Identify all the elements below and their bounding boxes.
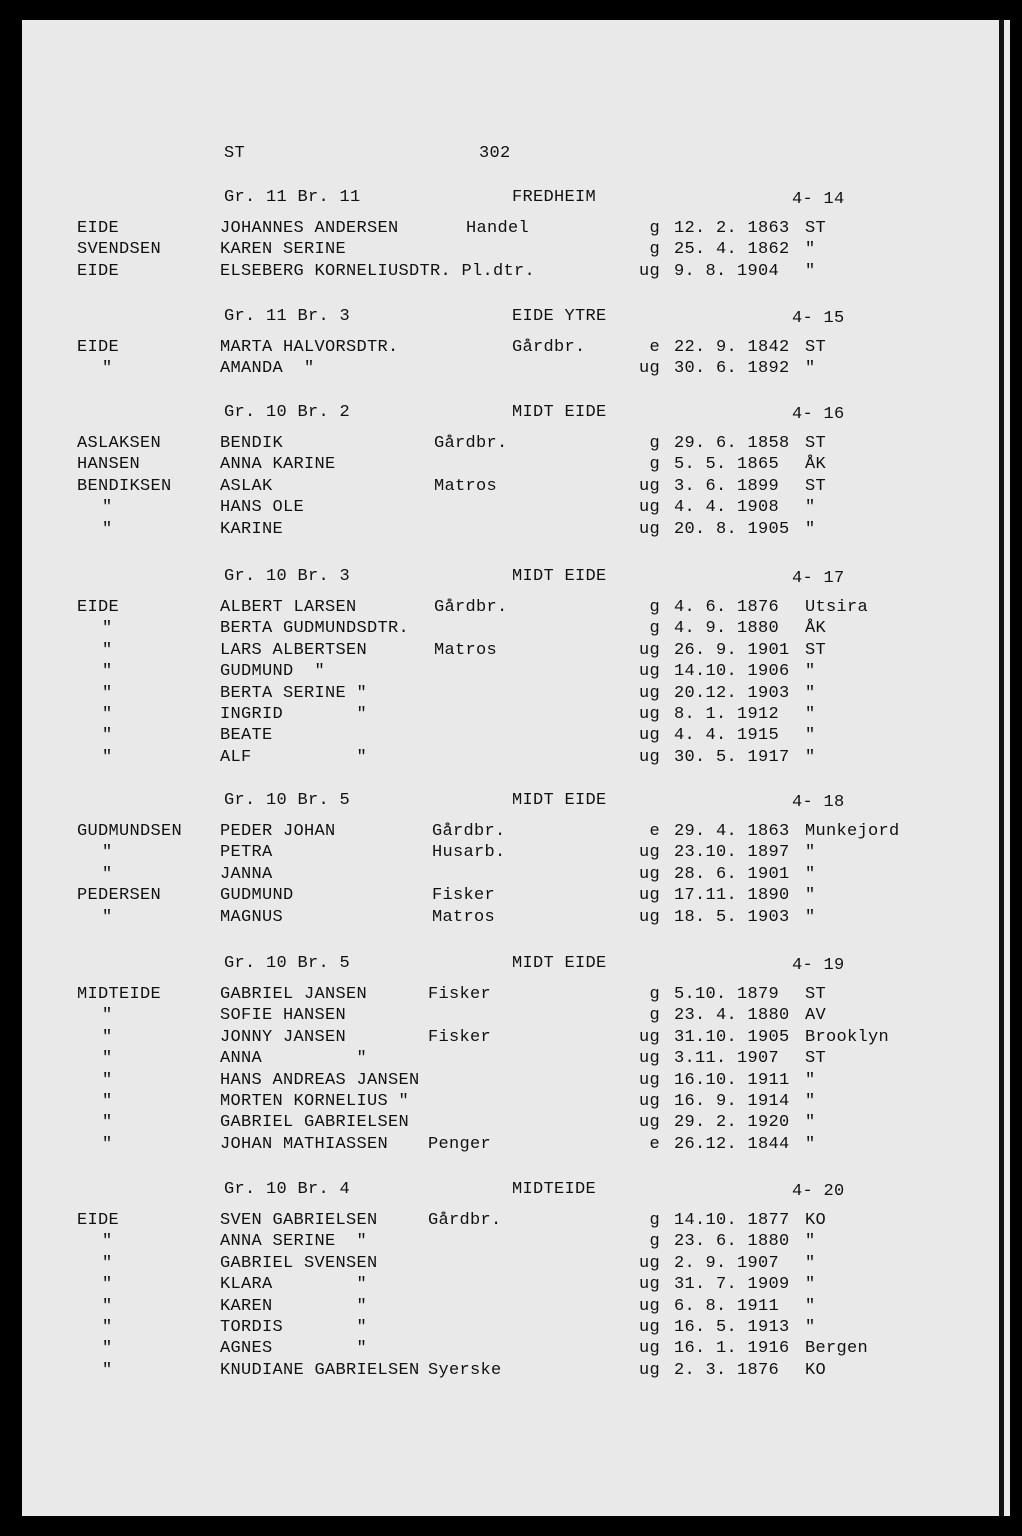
surname: " bbox=[102, 1297, 113, 1316]
birth-place: " bbox=[805, 359, 816, 378]
farm-code: 4- 18 bbox=[792, 793, 845, 812]
person-name: ASLAK bbox=[220, 477, 273, 496]
person-name: MARTA HALVORSDTR. bbox=[220, 338, 399, 357]
birth-date: 16. 9. 1914 bbox=[674, 1092, 790, 1111]
surname: EIDE bbox=[77, 598, 120, 617]
birth-place: Utsira bbox=[805, 598, 869, 617]
birth-place: " bbox=[805, 865, 816, 884]
farm-name: MIDT EIDE bbox=[512, 954, 607, 973]
birth-place: ST bbox=[805, 434, 827, 453]
farm-name: FREDHEIM bbox=[512, 188, 597, 207]
birth-place: ST bbox=[805, 1049, 827, 1068]
farm-name: MIDTEIDE bbox=[512, 1180, 597, 1199]
surname: " bbox=[102, 908, 113, 927]
person-name: BERTA GUDMUNDSDTR. bbox=[220, 619, 410, 638]
status: ug bbox=[638, 1113, 660, 1132]
status: ug bbox=[638, 641, 660, 660]
occupation: Fisker bbox=[428, 1028, 492, 1047]
surname: " bbox=[102, 1254, 113, 1273]
status: ug bbox=[638, 498, 660, 517]
person-name: HANS ANDREAS JANSEN bbox=[220, 1071, 420, 1090]
birth-date: 8. 1. 1912 bbox=[674, 705, 780, 724]
occupation: Gårdbr. bbox=[512, 338, 586, 357]
surname: " bbox=[102, 662, 113, 681]
birth-place: ST bbox=[805, 477, 827, 496]
birth-date: 30. 5. 1917 bbox=[674, 748, 790, 767]
birth-place: " bbox=[805, 1254, 816, 1273]
birth-place: ST bbox=[805, 219, 827, 238]
surname: " bbox=[102, 1318, 113, 1337]
person-name: MAGNUS bbox=[220, 908, 284, 927]
birth-place: " bbox=[805, 662, 816, 681]
farm-code: 4- 15 bbox=[792, 309, 845, 328]
person-name: ANNA SERINE " bbox=[220, 1232, 368, 1251]
status: ug bbox=[638, 748, 660, 767]
surname: MIDTEIDE bbox=[77, 985, 162, 1004]
birth-place: " bbox=[805, 908, 816, 927]
birth-place: " bbox=[805, 520, 816, 539]
status: ug bbox=[638, 1092, 660, 1111]
surname: " bbox=[102, 1135, 113, 1154]
birth-place: " bbox=[805, 1297, 816, 1316]
birth-place: " bbox=[805, 726, 816, 745]
occupation: Husarb. bbox=[432, 843, 506, 862]
surname: " bbox=[102, 1113, 113, 1132]
surname: BENDIKSEN bbox=[77, 477, 172, 496]
farm-name: EIDE YTRE bbox=[512, 307, 607, 326]
birth-place: " bbox=[805, 843, 816, 862]
birth-place: " bbox=[805, 705, 816, 724]
person-name: TORDIS " bbox=[220, 1318, 368, 1337]
surname: " bbox=[102, 1049, 113, 1068]
farm-name: MIDT EIDE bbox=[512, 403, 607, 422]
status: ug bbox=[638, 1028, 660, 1047]
surname: " bbox=[102, 1339, 113, 1358]
birth-place: " bbox=[805, 240, 816, 259]
person-name: JOHAN MATHIASSEN bbox=[220, 1135, 389, 1154]
birth-date: 26.12. 1844 bbox=[674, 1135, 790, 1154]
person-name: HANS OLE bbox=[220, 498, 305, 517]
surname: PEDERSEN bbox=[77, 886, 162, 905]
status: ug bbox=[638, 1071, 660, 1090]
occupation: Handel bbox=[466, 219, 530, 238]
status: ug bbox=[638, 1318, 660, 1337]
status: e bbox=[649, 1135, 660, 1154]
person-name: ALF " bbox=[220, 748, 368, 767]
status: g bbox=[649, 219, 660, 238]
birth-date: 6. 8. 1911 bbox=[674, 1297, 780, 1316]
person-name: GABRIEL JANSEN bbox=[220, 985, 368, 1004]
birth-date: 5.10. 1879 bbox=[674, 985, 780, 1004]
birth-place: " bbox=[805, 748, 816, 767]
birth-place: " bbox=[805, 262, 816, 281]
birth-place: KO bbox=[805, 1211, 827, 1230]
surname: ASLAKSEN bbox=[77, 434, 162, 453]
person-name: GABRIEL SVENSEN bbox=[220, 1254, 378, 1273]
person-name: ANNA KARINE bbox=[220, 455, 336, 474]
birth-date: 17.11. 1890 bbox=[674, 886, 790, 905]
birth-place: " bbox=[805, 1318, 816, 1337]
birth-date: 9. 8. 1904 bbox=[674, 262, 780, 281]
status: ug bbox=[638, 684, 660, 703]
birth-place: ÅK bbox=[805, 455, 827, 474]
birth-date: 28. 6. 1901 bbox=[674, 865, 790, 884]
person-name: KLARA " bbox=[220, 1275, 368, 1294]
status: ug bbox=[638, 1049, 660, 1068]
surname: " bbox=[102, 520, 113, 539]
person-name: SVEN GABRIELSEN bbox=[220, 1211, 378, 1230]
birth-date: 20. 8. 1905 bbox=[674, 520, 790, 539]
occupation: Gårdbr. bbox=[432, 822, 506, 841]
birth-place: " bbox=[805, 1275, 816, 1294]
person-name: ALBERT LARSEN bbox=[220, 598, 357, 617]
header-left: ST bbox=[224, 144, 246, 163]
surname: " bbox=[102, 726, 113, 745]
surname: EIDE bbox=[77, 262, 120, 281]
birth-place: " bbox=[805, 1232, 816, 1251]
birth-date: 31. 7. 1909 bbox=[674, 1275, 790, 1294]
birth-place: AV bbox=[805, 1006, 827, 1025]
occupation: Penger bbox=[428, 1135, 492, 1154]
farm-code: 4- 19 bbox=[792, 956, 845, 975]
surname: EIDE bbox=[77, 219, 120, 238]
birth-date: 4. 4. 1908 bbox=[674, 498, 780, 517]
birth-place: " bbox=[805, 886, 816, 905]
birth-place: KO bbox=[805, 1361, 827, 1380]
birth-place: Munkejord bbox=[805, 822, 900, 841]
birth-date: 26. 9. 1901 bbox=[674, 641, 790, 660]
status: ug bbox=[638, 1254, 660, 1273]
surname: " bbox=[102, 748, 113, 767]
surname: " bbox=[102, 1028, 113, 1047]
surname: EIDE bbox=[77, 338, 120, 357]
farm-code: 4- 17 bbox=[792, 569, 845, 588]
birth-date: 14.10. 1877 bbox=[674, 1211, 790, 1230]
person-name: AMANDA " bbox=[220, 359, 315, 378]
birth-date: 3.11. 1907 bbox=[674, 1049, 780, 1068]
birth-date: 3. 6. 1899 bbox=[674, 477, 780, 496]
birth-date: 23. 4. 1880 bbox=[674, 1006, 790, 1025]
birth-date: 29. 6. 1858 bbox=[674, 434, 790, 453]
status: ug bbox=[638, 1361, 660, 1380]
person-name: AGNES " bbox=[220, 1339, 368, 1358]
birth-place: ST bbox=[805, 985, 827, 1004]
status: ug bbox=[638, 477, 660, 496]
birth-place: " bbox=[805, 1092, 816, 1111]
surname: " bbox=[102, 684, 113, 703]
birth-place: Brooklyn bbox=[805, 1028, 890, 1047]
status: ug bbox=[638, 726, 660, 745]
person-name: PEDER JOHAN bbox=[220, 822, 336, 841]
person-name: BENDIK bbox=[220, 434, 284, 453]
status: ug bbox=[638, 865, 660, 884]
group-label: Gr. 10 Br. 2 bbox=[224, 403, 351, 422]
occupation: Gårdbr. bbox=[434, 434, 508, 453]
person-name: JONNY JANSEN bbox=[220, 1028, 347, 1047]
page-number: 302 bbox=[479, 144, 511, 163]
birth-date: 4. 6. 1876 bbox=[674, 598, 780, 617]
group-label: Gr. 11 Br. 3 bbox=[224, 307, 351, 326]
document-page bbox=[22, 20, 1010, 1516]
birth-date: 2. 3. 1876 bbox=[674, 1361, 780, 1380]
surname: " bbox=[102, 1361, 113, 1380]
status: e bbox=[649, 338, 660, 357]
person-name: KNUDIANE GABRIELSEN bbox=[220, 1361, 420, 1380]
status: g bbox=[649, 434, 660, 453]
birth-date: 31.10. 1905 bbox=[674, 1028, 790, 1047]
birth-date: 4. 9. 1880 bbox=[674, 619, 780, 638]
status: ug bbox=[638, 262, 660, 281]
status: g bbox=[649, 985, 660, 1004]
surname: " bbox=[102, 498, 113, 517]
occupation: Syerske bbox=[428, 1361, 502, 1380]
birth-place: ÅK bbox=[805, 619, 827, 638]
birth-place: " bbox=[805, 1135, 816, 1154]
person-name: MORTEN KORNELIUS " bbox=[220, 1092, 410, 1111]
surname: SVENDSEN bbox=[77, 240, 162, 259]
status: ug bbox=[638, 886, 660, 905]
birth-date: 29. 4. 1863 bbox=[674, 822, 790, 841]
birth-date: 12. 2. 1863 bbox=[674, 219, 790, 238]
group-label: Gr. 10 Br. 5 bbox=[224, 954, 351, 973]
birth-date: 23.10. 1897 bbox=[674, 843, 790, 862]
occupation: Matros bbox=[432, 908, 496, 927]
person-name: ELSEBERG KORNELIUSDTR. Pl.dtr. bbox=[220, 262, 536, 281]
farm-code: 4- 14 bbox=[792, 190, 845, 209]
person-name: KAREN " bbox=[220, 1297, 368, 1316]
birth-date: 5. 5. 1865 bbox=[674, 455, 780, 474]
person-name: KARINE bbox=[220, 520, 284, 539]
group-label: Gr. 10 Br. 3 bbox=[224, 567, 351, 586]
person-name: GUDMUND bbox=[220, 886, 294, 905]
person-name: GABRIEL GABRIELSEN bbox=[220, 1113, 410, 1132]
birth-date: 20.12. 1903 bbox=[674, 684, 790, 703]
status: g bbox=[649, 455, 660, 474]
status: g bbox=[649, 1232, 660, 1251]
surname: " bbox=[102, 641, 113, 660]
surname: " bbox=[102, 705, 113, 724]
birth-date: 2. 9. 1907 bbox=[674, 1254, 780, 1273]
farm-name: MIDT EIDE bbox=[512, 567, 607, 586]
group-label: Gr. 11 Br. 11 bbox=[224, 188, 361, 207]
person-name: PETRA bbox=[220, 843, 273, 862]
surname: " bbox=[102, 1275, 113, 1294]
surname: " bbox=[102, 1006, 113, 1025]
status: g bbox=[649, 619, 660, 638]
birth-date: 25. 4. 1862 bbox=[674, 240, 790, 259]
occupation: Fisker bbox=[428, 985, 492, 1004]
birth-place: Bergen bbox=[805, 1339, 869, 1358]
status: ug bbox=[638, 662, 660, 681]
status: ug bbox=[638, 843, 660, 862]
status: g bbox=[649, 1006, 660, 1025]
status: ug bbox=[638, 1339, 660, 1358]
surname: " bbox=[102, 843, 113, 862]
binding-edge bbox=[999, 20, 1004, 1516]
farm-code: 4- 16 bbox=[792, 405, 845, 424]
birth-date: 30. 6. 1892 bbox=[674, 359, 790, 378]
farm-name: MIDT EIDE bbox=[512, 791, 607, 810]
birth-date: 16. 5. 1913 bbox=[674, 1318, 790, 1337]
person-name: ANNA " bbox=[220, 1049, 368, 1068]
person-name: JANNA bbox=[220, 865, 273, 884]
status: ug bbox=[638, 1297, 660, 1316]
person-name: SOFIE HANSEN bbox=[220, 1006, 347, 1025]
birth-place: ST bbox=[805, 338, 827, 357]
birth-place: " bbox=[805, 498, 816, 517]
surname: " bbox=[102, 865, 113, 884]
birth-date: 14.10. 1906 bbox=[674, 662, 790, 681]
birth-date: 16. 1. 1916 bbox=[674, 1339, 790, 1358]
group-label: Gr. 10 Br. 5 bbox=[224, 791, 351, 810]
status: g bbox=[649, 598, 660, 617]
surname: HANSEN bbox=[77, 455, 141, 474]
surname: " bbox=[102, 619, 113, 638]
surname: " bbox=[102, 1092, 113, 1111]
occupation: Gårdbr. bbox=[434, 598, 508, 617]
birth-date: 23. 6. 1880 bbox=[674, 1232, 790, 1251]
birth-place: ST bbox=[805, 641, 827, 660]
surname: " bbox=[102, 1071, 113, 1090]
occupation: Matros bbox=[434, 641, 498, 660]
person-name: BEATE bbox=[220, 726, 273, 745]
occupation: Matros bbox=[434, 477, 498, 496]
status: e bbox=[649, 822, 660, 841]
surname: " bbox=[102, 1232, 113, 1251]
birth-date: 22. 9. 1842 bbox=[674, 338, 790, 357]
surname: GUDMUNDSEN bbox=[77, 822, 183, 841]
person-name: GUDMUND " bbox=[220, 662, 326, 681]
birth-date: 18. 5. 1903 bbox=[674, 908, 790, 927]
person-name: KAREN SERINE bbox=[220, 240, 347, 259]
status: ug bbox=[638, 1275, 660, 1294]
person-name: BERTA SERINE " bbox=[220, 684, 368, 703]
birth-date: 29. 2. 1920 bbox=[674, 1113, 790, 1132]
status: ug bbox=[638, 520, 660, 539]
person-name: JOHANNES ANDERSEN bbox=[220, 219, 399, 238]
birth-place: " bbox=[805, 684, 816, 703]
status: ug bbox=[638, 705, 660, 724]
status: g bbox=[649, 240, 660, 259]
status: g bbox=[649, 1211, 660, 1230]
group-label: Gr. 10 Br. 4 bbox=[224, 1180, 351, 1199]
farm-code: 4- 20 bbox=[792, 1182, 845, 1201]
person-name: LARS ALBERTSEN bbox=[220, 641, 368, 660]
status: ug bbox=[638, 359, 660, 378]
person-name: INGRID " bbox=[220, 705, 368, 724]
birth-place: " bbox=[805, 1071, 816, 1090]
birth-date: 4. 4. 1915 bbox=[674, 726, 780, 745]
birth-date: 16.10. 1911 bbox=[674, 1071, 790, 1090]
surname: EIDE bbox=[77, 1211, 120, 1230]
occupation: Gårdbr. bbox=[428, 1211, 502, 1230]
birth-place: " bbox=[805, 1113, 816, 1132]
occupation: Fisker bbox=[432, 886, 496, 905]
surname: " bbox=[102, 359, 113, 378]
status: ug bbox=[638, 908, 660, 927]
